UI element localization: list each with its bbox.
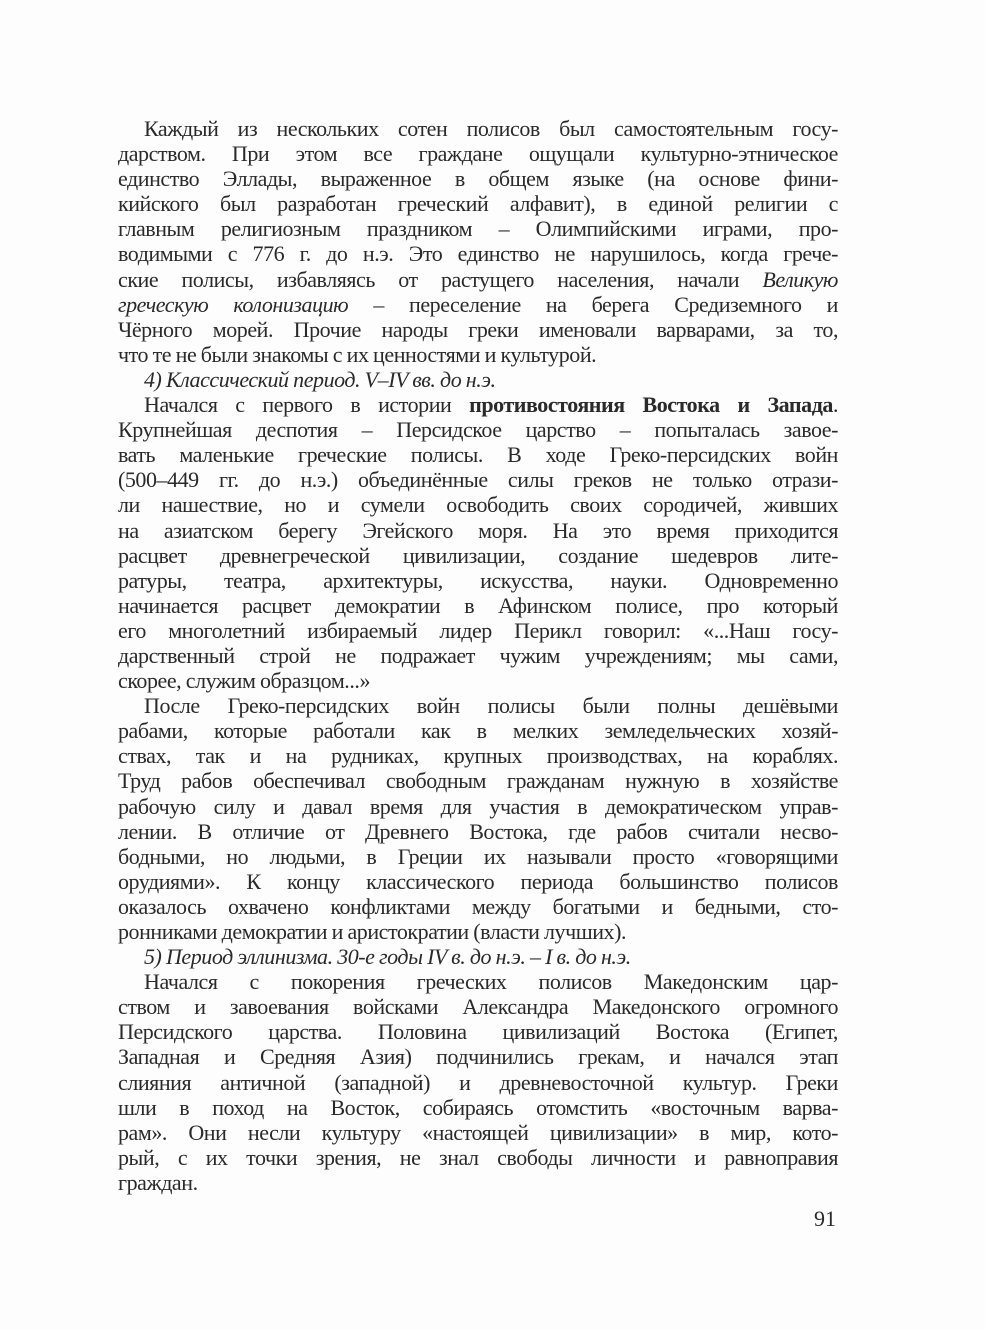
text-line: [118, 1095, 838, 1120]
text-line: [118, 116, 838, 141]
text-line: [118, 994, 838, 1019]
text-line: [118, 819, 838, 844]
text-line: [118, 543, 838, 568]
section-heading-line: [118, 367, 838, 392]
text-line: [118, 768, 838, 793]
text-segment: начинается расцвет демократии в Афинском полисе, про который: [118, 592, 838, 618]
text-segment: рам». Они несли культуру «настоящей цивилизации» в мир, кото-: [118, 1119, 838, 1145]
text-segment: ские полисы, избавляясь от растущего населения, начали: [118, 266, 763, 292]
italic-term: греческую колонизацию: [118, 291, 349, 317]
text-segment: – переселение на берега Средиземного и: [348, 291, 838, 317]
text-segment: дарственный строй не подражает чужим учреждениям; мы сами,: [118, 642, 838, 668]
text-segment: кийского был разработан греческий алфавит), в единой религии с: [118, 191, 838, 217]
text-segment: вать маленькие греческие полисы. В ходе Греко-персидских войн: [118, 442, 838, 468]
text-line: [118, 668, 838, 693]
text-line: [118, 969, 838, 994]
text-segment: ратуры, театра, архитектуры, искусства, науки. Одновременно: [118, 567, 838, 593]
text-line: [118, 442, 838, 467]
text-line: [118, 267, 838, 292]
text-line: [118, 241, 838, 266]
text-segment: что те не были знакомы с их ценностями и культурой.: [118, 341, 597, 367]
text-line: [118, 392, 838, 417]
text-line: [118, 693, 838, 718]
text-segment: Западная и Средняя Азия) подчинились грекам, и начался этап: [118, 1044, 838, 1070]
text-line: [118, 894, 838, 919]
text-segment: дарством. При этом все граждане ощущали культурно-этническое: [118, 141, 838, 167]
text-line: [118, 342, 838, 367]
text-segment: ством и завоевания войсками Александра Македонского огромного: [118, 994, 838, 1020]
text-segment: После Греко-персидских войн полисы были полны дешёвыми: [144, 693, 838, 719]
text-segment: рый, с их точки зрения, не знал свободы личности и равноправия: [118, 1144, 838, 1170]
text-line: [118, 1044, 838, 1069]
text-line: [118, 718, 838, 743]
text-line: [118, 1120, 838, 1145]
text-segment: ствах, так и на рудниках, крупных производствах, на кораблях.: [118, 743, 838, 769]
text-segment: граждан.: [118, 1169, 198, 1195]
text-segment: слияния античной (западной) и древневосточной культур. Греки: [118, 1069, 838, 1095]
text-segment: водимыми с 776 г. до н.э. Это единство не нарушилось, когда грече-: [118, 241, 838, 267]
text-segment: Каждый из нескольких сотен полисов был самостоятельным госу-: [144, 116, 838, 141]
text-line: [118, 643, 838, 668]
section-heading-line: [118, 944, 838, 969]
text-line: [118, 492, 838, 517]
text-line: [118, 1070, 838, 1095]
text-line: [118, 568, 838, 593]
text-segment: его многолетний избираемый лидер Перикл говорил: «...Наш госу-: [118, 617, 838, 643]
text-line: [118, 794, 838, 819]
text-line: [118, 191, 838, 216]
text-segment: Персидского царства. Половина цивилизаций Востока (Египет,: [118, 1019, 838, 1045]
text-segment: Начался с покорения греческих полисов Македонским цар-: [144, 969, 838, 995]
text-line: [118, 518, 838, 543]
page-number: 91: [814, 1206, 836, 1231]
text-segment: 4) Классический период. V–IV вв. до н.э.: [144, 366, 496, 392]
italic-term: Великую: [762, 266, 838, 292]
text-line: [118, 1019, 838, 1044]
text-segment: .: [832, 392, 838, 418]
text-segment: Чёрного морей. Прочие народы греки именовали варварами, за то,: [118, 316, 838, 342]
text-segment: рабочую силу и давал время для участия в демократическом управ-: [118, 793, 838, 819]
text-segment: орудиями». К концу классического периода большинство полисов: [118, 868, 838, 894]
text-segment: Крупнейшая деспотия – Персидское царство – попыталась завое-: [118, 417, 838, 443]
text-segment: лении. В отличие от Древнего Востока, где рабов считали несво-: [118, 818, 838, 844]
body-text: [118, 116, 838, 1195]
text-line: [118, 417, 838, 442]
text-line: [118, 467, 838, 492]
text-segment: (500–449 гг. до н.э.) объединённые силы греков не только отрази-: [118, 467, 838, 493]
text-segment: единство Эллады, выраженное в общем языке (на основе фини-: [118, 166, 838, 192]
text-segment: расцвет древнегреческой цивилизации, создание шедевров лите-: [118, 542, 838, 568]
text-line: [118, 166, 838, 191]
text-segment: бодными, но людьми, в Греции их называли просто «говорящими: [118, 843, 838, 869]
text-line: [118, 216, 838, 241]
text-segment: Труд рабов обеспечивал свободным гражданам нужную в хозяйстве: [118, 768, 838, 794]
text-segment: Начался с первого в истории: [144, 392, 470, 418]
text-segment: ли нашествие, но и сумели освободить своих сородичей, живших: [118, 492, 838, 518]
text-line: [118, 743, 838, 768]
text-segment: на азиатском берегу Эгейского моря. На это время приходится: [118, 517, 838, 543]
text-line: [118, 1145, 838, 1170]
bold-term: противостояния Востока и Запада: [469, 392, 833, 418]
text-segment: рабами, которые работали как в мелких земледельческих хозяй-: [118, 718, 838, 744]
text-segment: оказалось охвачено конфликтами между богатыми и бедными, сто-: [118, 893, 838, 919]
text-line: [118, 292, 838, 317]
text-segment: ронниками демократии и аристократии (власти лучших).: [118, 919, 627, 944]
text-segment: скорее, служим образцом...»: [118, 668, 370, 694]
text-segment: главным религиозным праздником – Олимпийскими играми, про-: [118, 216, 838, 242]
text-line: [118, 618, 838, 643]
text-line: [118, 317, 838, 342]
text-line: [118, 593, 838, 618]
text-line: [118, 844, 838, 869]
text-line: [118, 1170, 838, 1195]
text-segment: 5) Период эллинизма. 30-е годы IV в. до н.э. – I в. до н.э.: [144, 944, 631, 970]
text-line: [118, 141, 838, 166]
text-line: [118, 919, 838, 944]
text-line: [118, 869, 838, 894]
text-segment: шли в поход на Восток, собираясь отомстить «восточным варва-: [118, 1094, 838, 1120]
